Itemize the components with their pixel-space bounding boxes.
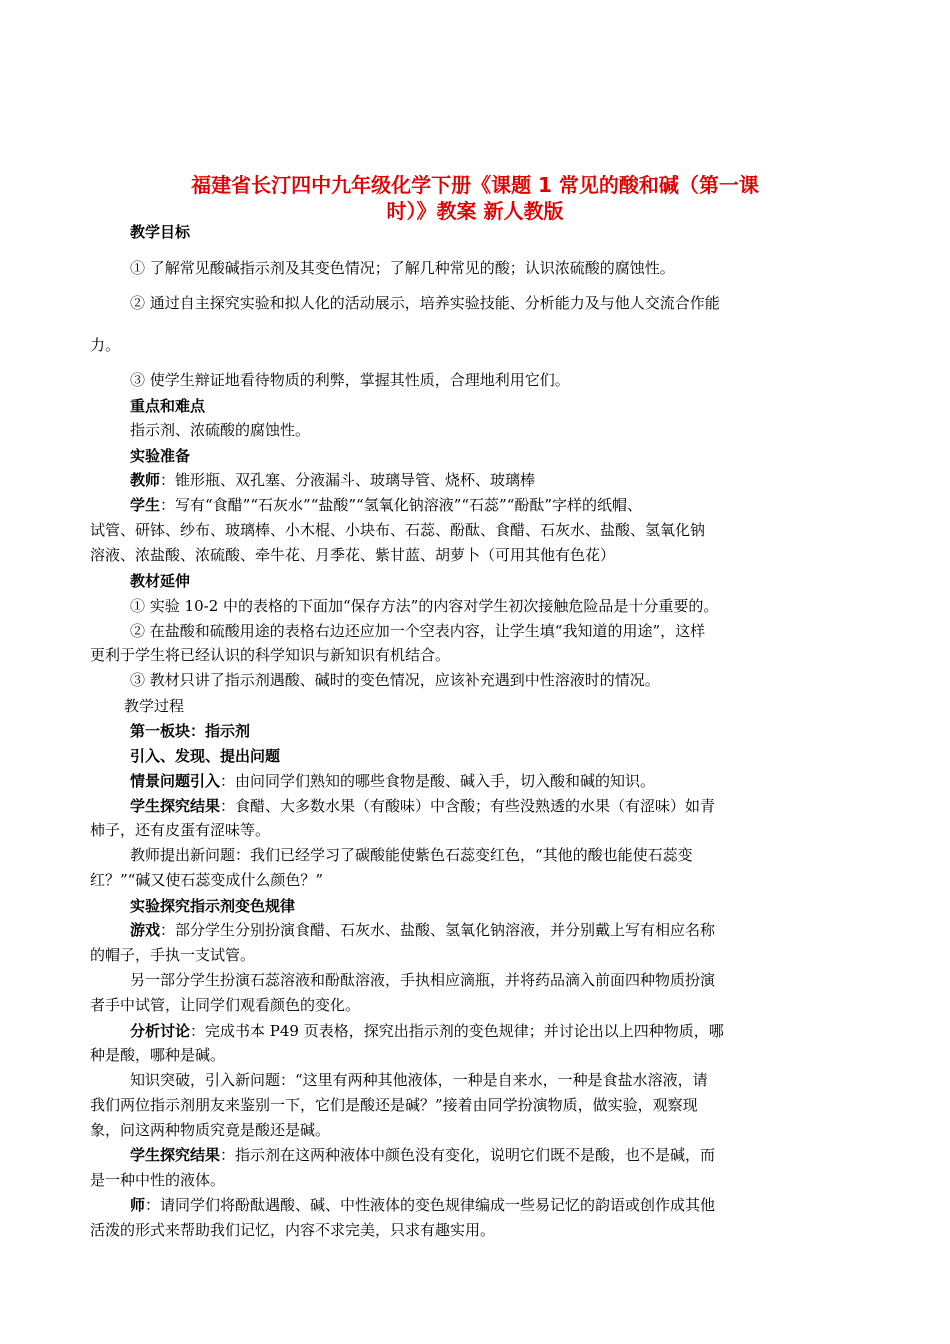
game-text: ：部分学生分别扮演食醋、石灰水、盐酸、氢氧化钠溶液，并分别戴上写有相应名称 [160, 921, 716, 939]
teacher-closing-line1 [130, 1195, 840, 1215]
heading-block-1: 第一板块：指示剂 [130, 722, 251, 740]
scene-label: 情景问题引入 [130, 772, 221, 790]
extension-3: ③ 教材只讲了指示剂遇酸、碱时的变色情况，应该补充遇到中性溶液时的情况。 [130, 671, 660, 689]
discussion-line2: 种是酸，哪种是碱。 [90, 1046, 226, 1064]
prep-student-line1 [130, 495, 840, 515]
doc-title-line2: 时）》教案 新人教版 [386, 199, 564, 223]
teacher-question-line2: 红？”“碱又使石蕊变成什么颜色？” [90, 871, 324, 889]
heading-introduction: 引入、发现、提出问题 [130, 747, 281, 765]
goal-1: ① 了解常见酸碱指示剂及其变色情况；了解几种常见的酸；认识浓硫酸的腐蚀性。 [130, 259, 675, 277]
discussion-text: ：完成书本 P49 页表格，探究出指示剂的变色规律；并讨论出以上四种物质，哪 [190, 1022, 724, 1040]
goal-2-line2: 力。 [90, 336, 121, 354]
teacher-closing-line2: 活泼的形式来帮助我们记忆，内容不求完美，只求有趣实用。 [90, 1221, 496, 1239]
result-1-label: 学生探究结果 [130, 797, 221, 815]
heading-experiment-inquiry: 实验探究指示剂变色规律 [130, 897, 296, 915]
game-label: 游戏 [130, 921, 161, 939]
other-students-line1: 另一部分学生扮演石蕊溶液和酚酞溶液，手执相应滴瓶，并将药品滴入前面四种物质扮演 [130, 971, 716, 989]
result-2-text: ：指示剂在这两种液体中颜色没有变化，说明它们既不是酸，也不是碱，而 [220, 1146, 716, 1164]
result-2-label: 学生探究结果 [130, 1146, 221, 1164]
teacher-materials: ：锥形瓶、双孔塞、分液漏斗、玻璃导管、烧杯、玻璃棒 [160, 471, 536, 489]
discussion-label: 分析讨论 [130, 1022, 191, 1040]
breakthrough-line1: 知识突破，引入新问题：“这里有两种其他液体，一种是自来水，一种是食盐水溶液，请 [130, 1071, 708, 1089]
heading-textbook-extension: 教材延伸 [130, 572, 191, 590]
prep-student-line3: 溶液、浓盐酸、浓硫酸、牵牛花、月季花、紫甘蓝、胡萝卜（可用其他有色花） [90, 546, 616, 564]
student-materials-a: ：写有“食醋”“石灰水”“盐酸”“氢氧化钠溶液”“石蕊”“酚酞”字样的纸帽、 [160, 496, 643, 514]
heading-teaching-process: 教学过程 [124, 697, 185, 715]
goal-2-line1: ② 通过自主探究实验和拟人化的活动展示，培养实验技能、分析能力及与他人交流合作能 [130, 294, 720, 312]
game-line2: 的帽子，手执一支试管。 [90, 946, 256, 964]
extension-2-line1: ② 在盐酸和硫酸用途的表格右边还应加一个空表内容，让学生填“我知道的用途”，这样 [130, 622, 706, 640]
student-label: 学生 [130, 496, 161, 514]
result-2-line1 [130, 1145, 840, 1165]
key-points-text: 指示剂、浓硫酸的腐蚀性。 [130, 421, 311, 439]
game-line1 [130, 920, 840, 940]
teacher-question-line1: 教师提出新问题：我们已经学习了碳酸能使紫色石蕊变红色，“其他的酸也能使石蕊变 [130, 846, 693, 864]
result-1-line2: 柿子，还有皮蛋有涩味等。 [90, 821, 271, 839]
shi-text: ：请同学们将酚酞遇酸、碱、中性液体的变色规律编成一些易记忆的韵语或创作成其他 [145, 1196, 716, 1214]
prep-student-line2: 试管、研钵、纱布、玻璃棒、小木棍、小块布、石蕊、酚酞、食醋、石灰水、盐酸、氢氧化钠 [90, 521, 706, 539]
scene-text: ：由问同学们熟知的哪些食物是酸、碱入手，切入酸和碱的知识。 [220, 772, 656, 790]
extension-2-line2: 更利于学生将已经认识的科学知识与新知识有机结合。 [90, 646, 451, 664]
discussion-line1 [130, 1021, 840, 1041]
result-2-line2: 是一种中性的液体。 [90, 1171, 226, 1189]
goal-3: ③ 使学生辩证地看待物质的利弊，掌握其性质，合理地利用它们。 [130, 371, 570, 389]
heading-key-points: 重点和难点 [130, 397, 206, 415]
prep-teacher [130, 470, 840, 490]
extension-1: ① 实验 10-2 中的表格的下面加“保存方法”的内容对学生初次接触危险品是十分重要的。 [130, 597, 719, 615]
other-students-line2: 者手中试管，让同学们观看颜色的变化。 [90, 996, 361, 1014]
scene-intro [130, 771, 840, 791]
heading-experiment-prep: 实验准备 [130, 447, 191, 465]
doc-title-line1: 福建省长汀四中九年级化学下册《课题 1 常见的酸和碱（第一课 [191, 173, 759, 197]
result-1-text: ：食醋、大多数水果（有酸味）中含酸；有些没熟透的水果（有涩味）如青 [220, 797, 716, 815]
teacher-label: 教师 [130, 471, 161, 489]
result-1-line1 [130, 796, 840, 816]
heading-goals: 教学目标 [130, 223, 191, 241]
breakthrough-line3: 象，问这两种物质究竟是酸还是碱。 [90, 1121, 331, 1139]
breakthrough-line2: 我们两位指示剂朋友来鉴别一下，它们是酸还是碱？”接着由同学扮演物质，做实验，观察现 [90, 1096, 698, 1114]
shi-label: 师 [130, 1196, 146, 1214]
